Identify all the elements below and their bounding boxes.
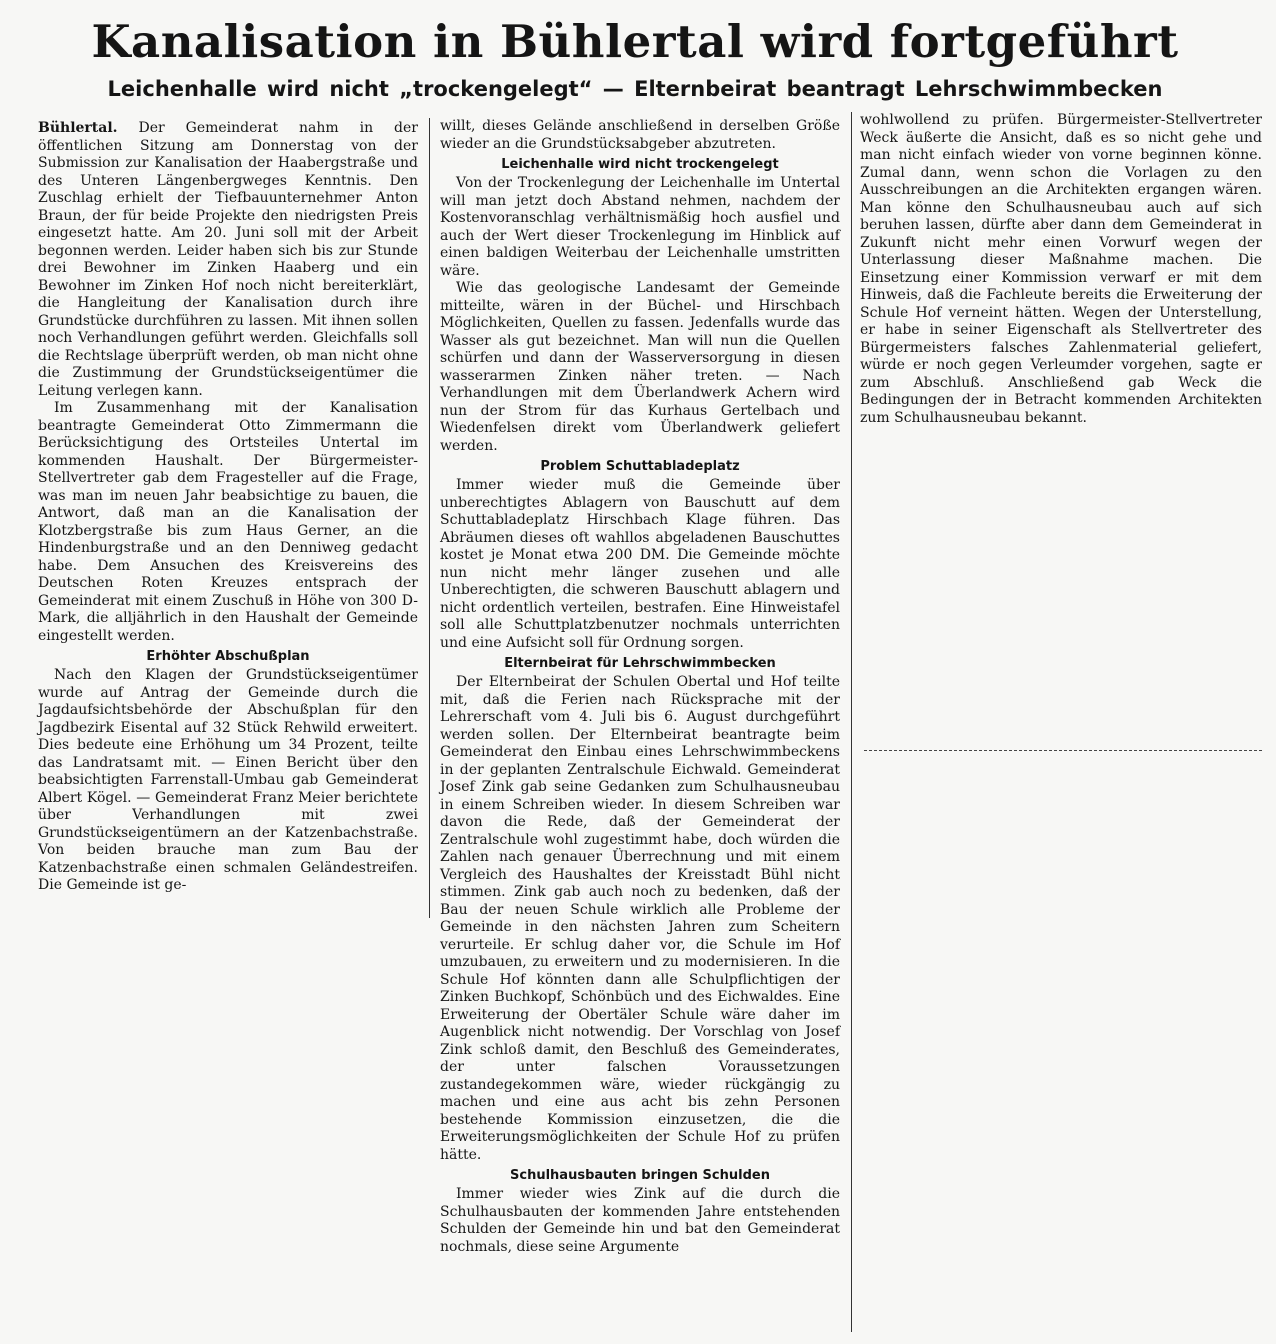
column-end-rule bbox=[864, 750, 1262, 751]
column-rule-2 bbox=[851, 112, 852, 1332]
paragraph: Immer wieder muß die Gemeinde über unberechtigtes Ablagern von Bauschutt auf dem Schuttabladeplatz Hirschbach Klage führen. Das Abräumen dieses oft wahllos abgeladenen Bauschuttes kostet je Monat etwa 200 DM. Die Gemeinde möchte nun nicht mehr länger zusehen und alle Unberechtigten, die schweren Bauschutt ablagern und nicht ordentlich verteilen, bestrafen. Eine Hinweistafel soll alle Schuttplatzbenutzer nochmals unterrichten und eine Aufsicht soll für Ordnung sorgen. bbox=[440, 477, 840, 651]
paragraph-text: Der Gemeinderat nahm in der öffentlichen Sitzung am Donnerstag von der Submission zur Kanalisation der Haabergstraße und des Unteren Längenbergweges Kenntnis. Den Zuschlag erhielt der Tiefbauunternehmer Anton Braun, der für beide Projekte den niedrigsten Preis eingesetzt hatte. Am 20. Juni soll mit der Arbeit begonnen werden. Leider haben sich bis zur Stunde drei Bewohner im Zinken Haaberg und ein Bewohner im Zinken Hof noch nicht bereiterklärt, die Hangleitung der Kanalisation durch ihre Grundstücke durchführen zu lassen. Mit ihnen sollen noch Verhandlungen geführt werden. Gleichfalls soll die Rechtslage überprüft werden, ob man nicht ohne die Zustimmung der Grundstückseigentümer die Leitung verlegen kann. bbox=[38, 120, 418, 399]
headline: Kanalisation in Bühlertal wird fortgeführt bbox=[91, 15, 1179, 68]
paragraph: Nach den Klagen der Grundstückseigentümer wurde auf Antrag der Gemeinde durch die Jagdaufsichtsbehörde der Abschußplan für den Jagdbezirk Eisental auf 32 Stück Rehwild erweitert. Dies bedeute eine Erhöhung um 34 Prozent, teilte das Landratsamt mit. — Einen Bericht über den beabsichtigten Farrenstall-Umbau gab Gemeinderat Albert Kögel. — Gemeinderat Franz Meier berichtete über Verhandlungen mit zwei Grundstückseigentümern an der Katzenbachstraße. Von beiden brauche man zum Bau der Katzenbachstraße einen schmalen Geländestreifen. Die Gemeinde ist ge- bbox=[38, 667, 418, 893]
paragraph bbox=[38, 120, 418, 400]
paragraph: Immer wieder wies Zink auf die durch die Schulhausbauten der kommenden Jahre entstehenden Schulden der Gemeinde hin und bat den Gemeinderat nochmals, diese seine Argumente bbox=[440, 1186, 840, 1255]
paragraph: Im Zusammenhang mit der Kanalisation beantragte Gemeinderat Otto Zimmermann die Berücksichtigung des Ortsteiles Untertal im kommenden Haushalt. Der Bürgermeister-Stellvertreter gab dem Fragesteller auf die Frage, was man im neuen Jahr beabsichtige zu bauen, die Antwort, daß man an die Kanalisation der Klotzbergstraße bis zum Haus Gerner, an die Hindenburgstraße und an den Denniweg gedacht habe. Dem Ansuchen des Kreisvereins des Deutschen Roten Kreuzes entsprach der Gemeinderat mit einem Zuschuß in Höhe von 300 D-Mark, die alljährlich in den Haushalt der Gemeinde eingestellt werden. bbox=[38, 400, 418, 644]
paragraph: wohlwollend zu prüfen. Bürgermeister-Stellvertreter Weck äußerte die Ansicht, daß es so nicht gehe und man nicht einfach wieder von vorne beginnen könne. Zumal dann, wenn schon die Vorlagen zu den Ausschreibungen an die Architekten ergangen wären. Man könne den Schulhausneubau auch auf sich beruhen lassen, dürfte aber dann dem Gemeinderat in Zukunft nicht mehr einen Vorwurf wegen der Unterlassung dieser Maßnahme machen. Die Einsetzung einer Kommission verwarf er mit dem Hinweis, daß die Fachleute bereits die Erweiterung der Schule Hof verneint hätten. Wegen der Unterstellung, er habe in seiner Eigenschaft als Stellvertreter des Bürgermeisters falsches Zahlenmaterial geliefert, würde er noch gegen Verleumder vorgehen, sagte er zum Abschluß. Anschließend gab Weck die Bedingungen der in Betracht kommenden Architekten zum Schulhausneubau bekannt. bbox=[860, 112, 1262, 426]
paragraph: willt, dieses Gelände anschließend in derselben Größe wieder an die Grundstücksabgeber abzutreten. bbox=[440, 118, 840, 152]
dateline: Bühlertal. bbox=[38, 120, 118, 136]
paragraph: Der Elternbeirat der Schulen Obertal und Hof teilte mit, daß die Ferien nach Rücksprache mit der Lehrerschaft vom 4. Juli bis 6. August durchgeführt werden sollen. Der Elternbeirat beantragte beim Gemeinderat den Einbau eines Lehrschwimmbeckens in der geplanten Zentralschule Eichwald. Gemeinderat Josef Zink gab seine Gedanken zum Schulhausneubau in einem Schreiben wieder. In diesem Schreiben war davon die Rede, daß der Gemeinderat der Zentralschule wohl zugestimmt habe, doch würden die Zahlen nach genauer Überrechnung und mit einem Vergleich des Haushaltes der Kreisstadt Bühl nicht stimmen. Zink gab auch noch zu bedenken, daß der Bau der neuen Schule wirklich alle Probleme der Gemeinde in den nächsten Jahren zum Scheitern verurteile. Er schlug daher vor, die Schule im Hof umzubauen, zu erweitern und zu modernisieren. In die Schule Hof könnten dann alle Schulpflichtigen der Zinken Buchkopf, Schönbüch und des Eichwaldes. Eine Erweiterung der Obertäler Schule wäre daher im Augenblick nicht notwendig. Der Vorschlag von Josef Zink schloß damit, den Beschluß des Gemeinderates, der unter falschen Voraussetzungen zustandegekommen wäre, wieder rückgängig zu machen und eine aus acht bis zehn Personen bestehende Kommission einzusetzen, die die Erweiterungsmöglichkeiten der Schule Hof zu prüfen hätte. bbox=[440, 674, 840, 1163]
subheadline: Leichenhalle wird nicht „trockengelegt“ — Elternbeirat beantragt Lehrschwimmbecken bbox=[107, 77, 1163, 101]
section-heading: Schulhausbauten bringen Schulden bbox=[510, 1168, 770, 1183]
column-rule-1 bbox=[429, 118, 430, 918]
column-3 bbox=[860, 112, 1262, 427]
section-heading: Erhöhter Abschußplan bbox=[146, 649, 310, 664]
section-heading: Leichenhalle wird nicht trockengelegt bbox=[501, 157, 779, 172]
paragraph: Wie das geologische Landesamt der Gemeinde mitteilte, wären in der Büchel- und Hirschbach Möglichkeiten, Quellen zu fassen. Jedenfalls wurde das Wasser als gut bezeichnet. Man will nun die Quellen schürfen und dann der Wasserversorgung in diesen wasserarmen Zinken näher treten. — Nach Verhandlungen mit dem Überlandwerk Achern wird nun der Strom für das Kurhaus Gertelbach und Wiedenfelsen direkt vom Überlandwerk geliefert werden. bbox=[440, 280, 840, 454]
column-1 bbox=[38, 120, 418, 895]
section-heading: Elternbeirat für Lehrschwimmbecken bbox=[504, 656, 776, 671]
column-2 bbox=[440, 118, 840, 1256]
section-heading: Problem Schuttabladeplatz bbox=[540, 459, 740, 474]
paragraph: Von der Trockenlegung der Leichenhalle im Untertal will man jetzt doch Abstand nehmen, nachdem der Kostenvoranschlag verhältnismäßig hoch ausfiel und auch der Wert dieser Trockenlegung im Hinblick auf einen baldigen Weiterbau der Leichenhalle umstritten wäre. bbox=[440, 175, 840, 279]
